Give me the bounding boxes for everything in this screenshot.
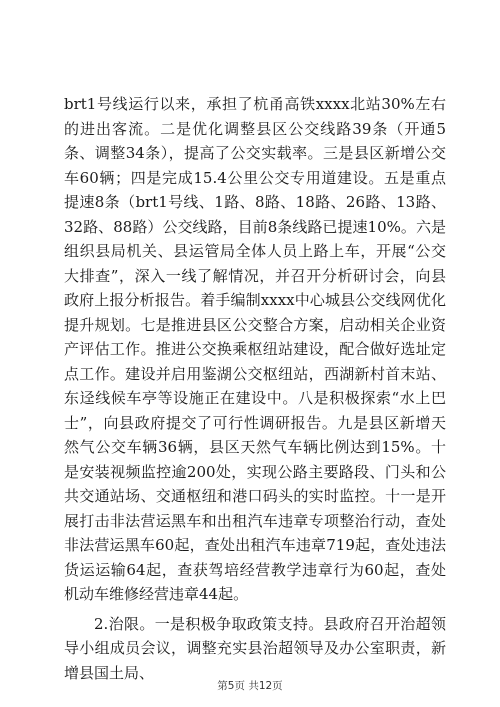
body-paragraph: 2.治限。一是积极争取政策支持。县政府召开治超领导小组成员会议，调整充实县治超领导及办公室职责，新增县国土局、 xyxy=(64,614,446,682)
document-body xyxy=(64,92,446,685)
body-paragraph: brt1号线运行以来，承担了杭甬高铁xxxx北站30%左右的进出客流。二是优化调整县区公交线路39条（开通5条、调整34条），提高了公交实载率。三是县区新增公交车60辆；四是完成15.4公里公交专用道建设。五是重点提速8条（brt1号线、1路、8路、18路、26路、13路、32路、88路）公交线路，目前8条线路已提速10%。六是组织县局机关、县运管局全体人员上路上车，开展“公交大排查”，深入一线了解情况，并召开分析研讨会，向县政府上报分析报告。着手编制xxxx中心城县公交线网优化提升规划。七是推进县区公交整合方案，启动相关企业资产评估工作。推进公交换乘枢纽站建设，配合做好选址定点工作。建设并启用鉴湖公交枢纽站，西湖新村首末站、东迳线候车亭等设施正在建设中。八是积极探索“水上巴士”，向县政府提交了可行性调研报告。九是县区新增天然气公交车辆36辆，县区天然气车辆比例达到15%。十是安装视频监控逾200处，实现公路主要路段、门头和公共交通站场、交通枢纽和港口码头的实时监控。十一是开展打击非法营运黑车和出租汽车违章专项整治行动，查处非法营运黑车60起，查处出租汽车违章719起，查处违法货运运输64起，查获驾培经营教学违章行为60起，查处机动车维修经营违章44起。 xyxy=(64,95,446,603)
page-footer: 第5页 共12页 xyxy=(217,680,283,692)
